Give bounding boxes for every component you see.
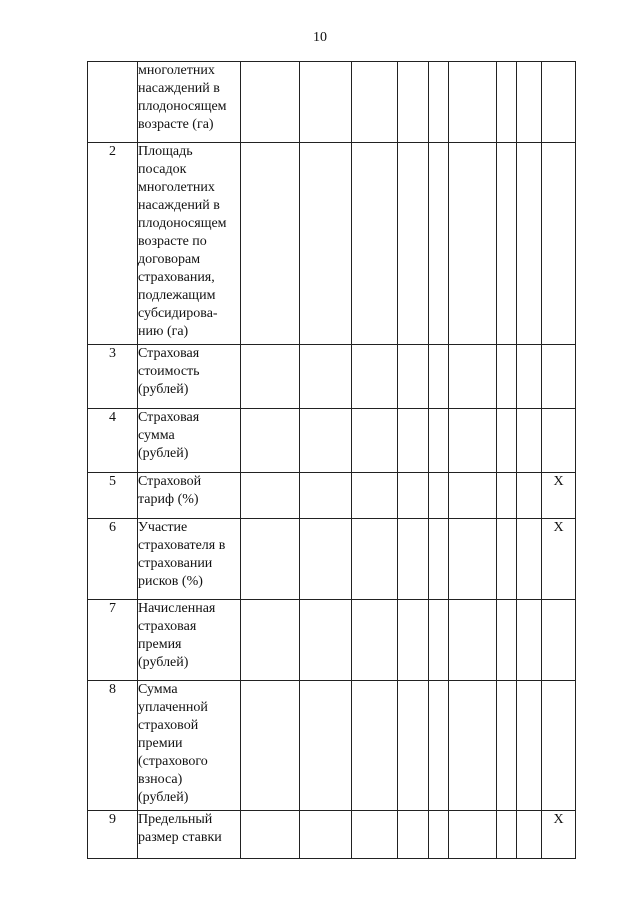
row-description: Страховая сумма (рублей)	[138, 409, 241, 473]
row-description: Страховой тариф (%)	[138, 473, 241, 519]
table-row	[88, 409, 576, 473]
row-last-cell	[542, 143, 576, 345]
row-number: 9	[88, 811, 138, 859]
row-last-cell	[542, 681, 576, 811]
row-number: 7	[88, 600, 138, 681]
data-table	[87, 61, 576, 859]
table-row	[88, 473, 576, 519]
table-row	[88, 345, 576, 409]
row-last-cell: Х	[542, 811, 576, 859]
row-description: Начисленная страховая премия (рублей)	[138, 600, 241, 681]
row-description: многолетних насаждений в плодоносящем возрасте (га)	[138, 62, 241, 143]
row-number: 6	[88, 519, 138, 600]
table-row	[88, 681, 576, 811]
row-description: Страховая стоимость (рублей)	[138, 345, 241, 409]
row-last-cell: Х	[542, 519, 576, 600]
table-row	[88, 143, 576, 345]
row-description: Предельный размер ставки	[138, 811, 241, 859]
page-number: 10	[313, 30, 327, 45]
row-last-cell	[542, 345, 576, 409]
row-last-cell	[542, 600, 576, 681]
row-description: Участие страхователя в страховании рисков (%)	[138, 519, 241, 600]
row-number: 8	[88, 681, 138, 811]
row-number	[88, 62, 138, 143]
row-last-cell: Х	[542, 473, 576, 519]
table-row	[88, 811, 576, 859]
table-row	[88, 519, 576, 600]
row-description: Площадь посадок многолетних насаждений в плодоносящем возрасте по договорам страхования, подлежащим субсидирова- нию (га)	[138, 143, 241, 345]
row-number: 4	[88, 409, 138, 473]
row-number: 2	[88, 143, 138, 345]
row-description: Сумма уплаченной страховой премии (страхового взноса) (рублей)	[138, 681, 241, 811]
row-last-cell	[542, 409, 576, 473]
row-number: 5	[88, 473, 138, 519]
table-row	[88, 600, 576, 681]
row-number: 3	[88, 345, 138, 409]
table-row	[88, 62, 576, 143]
row-last-cell	[542, 62, 576, 143]
